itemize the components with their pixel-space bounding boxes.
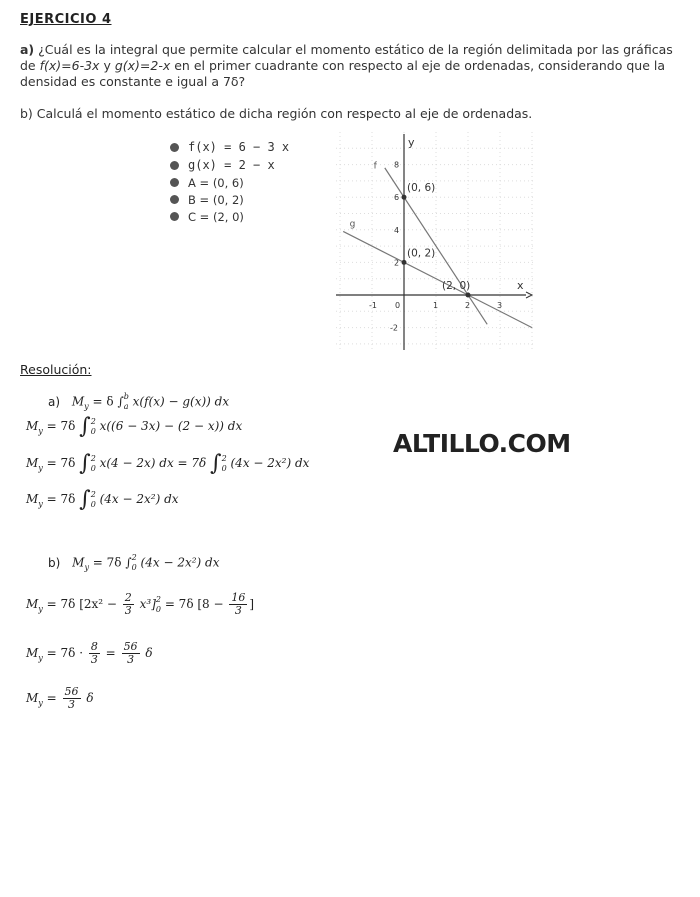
bullet-icon (170, 212, 179, 221)
legend-label: f(x) = 6 − 3 x (188, 140, 290, 154)
point-marker (402, 195, 407, 200)
eq-b1-body: (4x − 2x²) dx (140, 555, 220, 570)
point-label: (2, 0) (442, 280, 471, 292)
lim-lower: 0 (90, 499, 96, 509)
sub-y: y (38, 426, 43, 436)
point-label: (0, 6) (407, 182, 436, 195)
x-tick-label: 1 (433, 301, 439, 310)
y-tick-label: -2 (390, 323, 398, 333)
eq-b2-end: ] (249, 597, 255, 611)
eq-b2-post: = 7δ [8 − (164, 597, 224, 611)
curve-label-f: f (373, 161, 377, 172)
seven-delta: = 7δ (46, 492, 76, 506)
lim-upper: 2 (221, 453, 227, 463)
lim-lower: 0 (155, 604, 161, 614)
eq-b1 (48, 553, 219, 573)
integral-sign: ∫ (79, 451, 91, 476)
part-a-rest: en el primer cuadrante con respecto al eje de ordenadas, considerando que la (174, 58, 666, 73)
delta-symbol: δ (86, 691, 94, 705)
y-tick-label: 6 (394, 193, 400, 203)
y-axis-label: y (408, 136, 415, 149)
graph-legend (170, 138, 289, 225)
frac-den: 3 (234, 604, 242, 617)
resolution-heading: Resolución: (20, 362, 92, 377)
x-axis-label: x (517, 279, 524, 292)
lim-lower: 0 (221, 463, 227, 473)
lim-upper: 2 (90, 489, 96, 499)
lim-lower: a (123, 402, 129, 411)
bullet-icon (170, 195, 179, 204)
sub-y: y (84, 562, 89, 572)
integral-sign: ∫ (79, 487, 91, 512)
x-tick-label: 2 (465, 301, 471, 310)
bullet-icon (170, 161, 179, 170)
lim-lower: 0 (131, 563, 137, 572)
point-marker (466, 293, 471, 298)
eq-b4 (26, 686, 94, 711)
moment-symbol: M (71, 394, 85, 409)
gx-formula: g(x)=2-x (114, 58, 171, 73)
moment-symbol: M (26, 456, 39, 470)
frac-den: 3 (68, 698, 76, 711)
seven-delta: = 7δ (46, 419, 76, 433)
eq-a3-body: x(4 − 2x) dx = 7δ (99, 456, 207, 470)
part-a-label: a) (20, 42, 35, 57)
y-tick-label: 4 (394, 225, 400, 235)
frac-den: 3 (90, 653, 98, 666)
bullet-icon (170, 143, 179, 152)
eq-a4-body: (4x − 2x²) dx (99, 492, 179, 506)
point-label: (0, 2) (407, 247, 436, 260)
integral-sign: ∫ (210, 451, 222, 476)
seven-delta: = 7δ (46, 456, 76, 470)
lim-lower: 0 (90, 463, 96, 473)
sub-y: y (38, 463, 43, 473)
part-a-y: y (103, 58, 111, 73)
equals: = (105, 646, 116, 660)
legend-item-b (170, 191, 289, 208)
legend-label: B = (0, 2) (188, 192, 244, 207)
lim-upper: 2 (90, 416, 96, 426)
eq-b2-mid: x³] (139, 597, 156, 611)
lim-upper: b (123, 392, 129, 401)
part-b-statement: b) Calculá el momento estático de dicha región con respecto al eje de ordenadas. (20, 106, 533, 121)
legend-item-c (170, 208, 289, 225)
eq-a1-prefix: = δ ∫ (92, 394, 124, 409)
y-tick-label: 8 (394, 160, 400, 170)
frac-den: 3 (127, 653, 135, 666)
moment-symbol: M (26, 492, 39, 506)
curve-label-g: g (349, 219, 356, 230)
x-tick-label: 0 (395, 301, 401, 310)
sub-y: y (84, 401, 89, 411)
eq-b2-pre: = 7δ [2x² − (46, 597, 117, 611)
x-tick-label: 3 (497, 301, 503, 310)
sub-y: y (38, 653, 43, 663)
legend-label: A = (0, 6) (188, 175, 244, 190)
delta-symbol: δ (145, 646, 153, 660)
legend-item-a (170, 174, 289, 191)
legend-label: g(x) = 2 − x (188, 158, 275, 172)
lim-lower: 0 (90, 426, 96, 436)
eq-b2 (26, 592, 254, 617)
eq-a2 (26, 414, 242, 439)
frac-num: 16 (231, 591, 246, 604)
integral-sign: ∫ (125, 555, 132, 570)
sub-y: y (38, 499, 43, 509)
eq-a4 (26, 487, 179, 512)
eq-b3-pre: = 7δ · (46, 646, 84, 660)
part-a-statement (20, 42, 690, 90)
eq-a1 (48, 392, 229, 412)
function-graph (336, 132, 536, 350)
exercise-title: EJERCICIO 4 (20, 12, 112, 27)
eq-a3-body2: (4x − 2x²) dx (230, 456, 310, 470)
fx-formula: f(x)=6-3x (39, 58, 100, 73)
eq-a1-body: x(f(x) − g(x)) dx (132, 394, 230, 409)
watermark-logo: ALTILLO.COM (393, 429, 571, 458)
label-b: b) (48, 555, 61, 570)
lim-upper: 2 (155, 594, 161, 604)
lim-upper: 2 (90, 453, 96, 463)
part-a-de: de (20, 58, 36, 73)
frac-num: 8 (90, 640, 98, 653)
x-tick-label: -1 (369, 301, 377, 310)
legend-item-g (170, 156, 289, 174)
series-line-g (343, 231, 532, 327)
point-marker (402, 260, 407, 265)
legend-item-f (170, 138, 289, 156)
eq-b3 (26, 641, 153, 666)
part-a-line3: densidad es constante e igual a 7δ? (20, 74, 246, 89)
bullet-icon (170, 178, 179, 187)
eq-a2-body: x((6 − 3x) − (2 − x)) dx (99, 419, 243, 433)
frac-num: 56 (64, 685, 79, 698)
part-a-line1: ¿Cuál es la integral que permite calcular el momento estático de la región delimitada por las gráficas (38, 42, 673, 57)
equals: = (46, 691, 57, 705)
moment-symbol: M (72, 555, 85, 570)
frac-den: 3 (124, 604, 132, 617)
seven-delta: = 7δ (92, 555, 122, 570)
sub-y: y (38, 698, 43, 708)
moment-symbol: M (26, 646, 39, 660)
eq-a3 (26, 451, 309, 476)
moment-symbol: M (26, 597, 39, 611)
integral-sign: ∫ (79, 414, 91, 439)
y-tick-label: 2 (394, 258, 400, 268)
legend-label: C = (2, 0) (188, 209, 244, 224)
sub-y: y (38, 604, 43, 614)
lim-upper: 2 (131, 553, 137, 562)
frac-num: 56 (123, 640, 138, 653)
moment-symbol: M (26, 691, 39, 705)
frac-num: 2 (124, 591, 132, 604)
moment-symbol: M (26, 419, 39, 433)
label-a: a) (48, 394, 61, 409)
